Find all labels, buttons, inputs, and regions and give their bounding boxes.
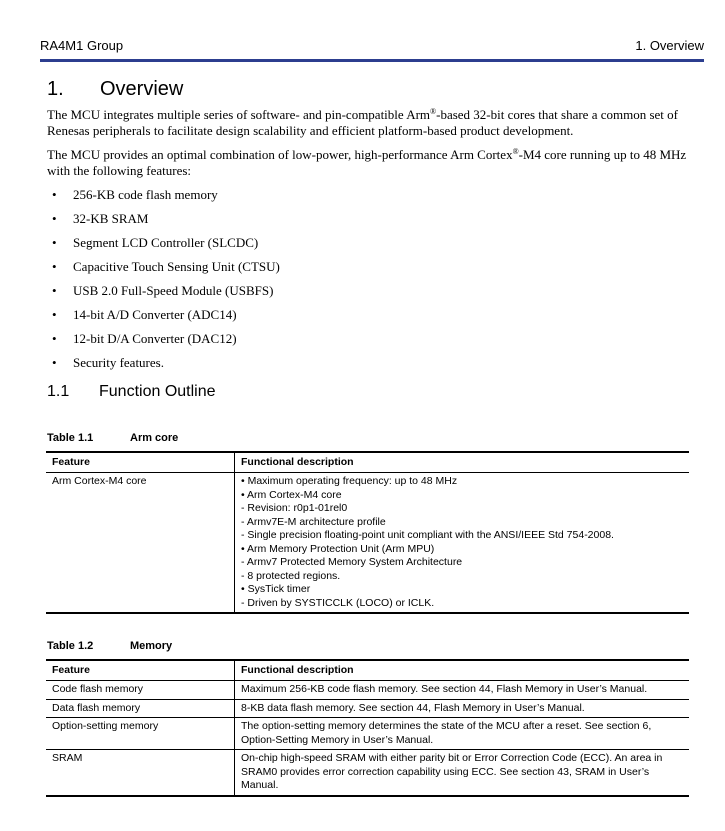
intro-p1-text-cont: -based 32-bit cores that share a common set of Renesas peripherals to facilitate design scalability and efficient platform-based product development. xyxy=(47,107,678,138)
column-header-feature: Feature xyxy=(46,660,235,681)
registered-mark: ® xyxy=(430,107,437,116)
table-title: Arm core xyxy=(130,432,179,444)
registered-mark: ® xyxy=(512,147,519,156)
section-number: 1. xyxy=(47,78,64,100)
arm-core-table xyxy=(46,451,689,614)
feature-cell: SRAM xyxy=(46,750,235,796)
list-item: • 14-bit A/D Converter (ADC14) xyxy=(52,307,237,322)
description-line: • Arm Memory Protection Unit (Arm MPU) xyxy=(241,542,435,555)
description-cell xyxy=(235,473,690,614)
table-row xyxy=(46,699,689,718)
section-heading xyxy=(47,78,183,101)
description-line: • Arm Cortex-M4 core xyxy=(241,488,342,501)
subsection-number: 1.1 xyxy=(47,383,70,400)
table-header-row xyxy=(46,660,689,681)
table-caption xyxy=(47,640,172,652)
column-header-description: Functional description xyxy=(235,660,690,681)
feature-list xyxy=(52,185,280,377)
list-item: • Capacitive Touch Sensing Unit (CTSU) xyxy=(52,259,280,274)
bullet-icon: • xyxy=(52,331,57,346)
intro-p2-text-cont: -M4 core running up to 48 MHz with the following features: xyxy=(47,147,687,178)
intro-p1-text: The MCU integrates multiple series of software- and pin-compatible Arm xyxy=(47,107,431,122)
memory-table xyxy=(46,659,689,797)
description-line: • Maximum operating frequency: up to 48 MHz xyxy=(241,475,458,487)
intro-p2-text: The MCU provides an optimal combination of low-power, high-performance Arm Cortex xyxy=(47,147,513,162)
bullet-icon: • xyxy=(52,235,57,250)
table-row xyxy=(46,681,689,700)
description-cell: Maximum 256-KB code flash memory. See section 44, Flash Memory in User’s Manual. xyxy=(235,681,690,700)
list-item: • Segment LCD Controller (SLCDC) xyxy=(52,235,259,250)
header-group-name: RA4M1 Group xyxy=(40,38,124,53)
section-title: Overview xyxy=(100,78,184,100)
description-line: • SysTick timer xyxy=(241,583,311,595)
table-row xyxy=(46,473,689,614)
table-row xyxy=(46,718,689,750)
list-item: • 12-bit D/A Converter (DAC12) xyxy=(52,331,237,346)
feature-cell: Data flash memory xyxy=(46,699,235,718)
description-line: - Armv7 Protected Memory System Architecture xyxy=(241,556,463,568)
table-header-row xyxy=(46,452,689,473)
list-item: • 256-KB code flash memory xyxy=(52,187,218,202)
list-item: • Security features. xyxy=(52,355,164,370)
table-row xyxy=(46,750,689,796)
subsection-heading xyxy=(47,383,216,401)
table-caption xyxy=(47,432,178,444)
column-header-description: Functional description xyxy=(235,452,690,473)
table-number: Table 1.1 xyxy=(47,432,94,444)
description-line: - Revision: r0p1-01rel0 xyxy=(241,502,348,514)
list-item: • USB 2.0 Full-Speed Module (USBFS) xyxy=(52,283,274,298)
intro-paragraph-2 xyxy=(47,147,697,179)
description-line: - Single precision floating-point unit compliant with the ANSI/IEEE Std 754-2008. xyxy=(241,529,614,541)
table-title: Memory xyxy=(130,640,173,652)
bullet-icon: • xyxy=(52,187,57,202)
description-line: - Armv7E-M architecture profile xyxy=(241,515,386,528)
feature-cell: Option-setting memory xyxy=(46,718,235,750)
feature-cell: Code flash memory xyxy=(46,681,235,700)
bullet-icon: • xyxy=(52,211,57,226)
header-rule xyxy=(40,59,704,62)
description-cell: On-chip high-speed SRAM with either parity bit or Error Correction Code (ECC). An area in SRAM0 provides error correction capability using ECC. See section 43, SRAM in User’s Manual. xyxy=(235,750,690,796)
description-cell: 8-KB data flash memory. See section 44, Flash Memory in User’s Manual. xyxy=(235,699,690,718)
bullet-icon: • xyxy=(52,283,57,298)
description-line: - Driven by SYSTICCLK (LOCO) or ICLK. xyxy=(241,596,435,609)
description-line: - 8 protected regions. xyxy=(241,569,341,582)
column-header-feature: Feature xyxy=(46,452,235,473)
list-item: • 32-KB SRAM xyxy=(52,211,149,226)
table-number: Table 1.2 xyxy=(47,640,94,652)
header-section-name: 1. Overview xyxy=(635,38,704,53)
subsection-title: Function Outline xyxy=(99,383,216,400)
description-cell: The option-setting memory determines the state of the MCU after a reset. See section 6, Option-Setting Memory in User’s Manual. xyxy=(235,718,690,750)
bullet-icon: • xyxy=(52,355,57,370)
feature-cell: Arm Cortex-M4 core xyxy=(52,475,147,487)
bullet-icon: • xyxy=(52,307,57,322)
bullet-icon: • xyxy=(52,259,57,274)
intro-paragraph-1 xyxy=(47,107,697,139)
